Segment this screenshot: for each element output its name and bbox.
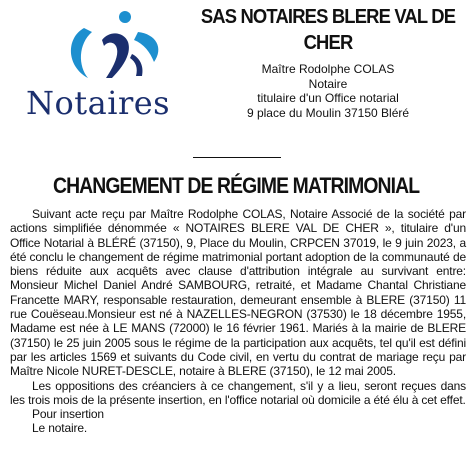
notaires-logo xyxy=(18,8,180,120)
notice-closing-signature: Le notaire. xyxy=(32,421,88,436)
firm-header xyxy=(186,4,470,120)
notice-paragraph-act: Suivant acte reçu par Maître Rodolphe COLAS, Notaire Associé de la société par actions simplifiée dénommée « NOTAIRES BLERE VAL DE CHER », titulaire d'un Office Notarial à BLÉRÉ (37150), 9, Place du Moulin, CRPCEN 37019, le 9 juin 2023, a été conclu le changement de régime matrimonial portant adoption de la communauté de biens réduite aux acquêts avec clause d'attribution intégrale au survivant entre: Monsieur Michel Daniel André SAMBOURG, retraité, et Madame Chantal Christiane Francette MARY, responsable restauration, demeurant ensemble à BLERE (37150) 11 rue Couëseau.Monsieur est né à NAZELLES-NEGRON (37530) le 18 décembre 1955, Madame est née à LE MANS (72000) le 16 février 1961. Mariés à la mairie de BLERE (37150) le 25 juin 2005 sous le régime de la participation aux acquêts, tel qu'il est défini par les articles 1569 et suivants du Code civil, en vertu du contrat de mariage reçu par Maître Nicole NURET-DESCLE, notaire à BLERE (37150), le 12 mai 2005. xyxy=(10,207,466,379)
firm-office-title: titulaire d'un Office notarial xyxy=(257,91,399,105)
notice-body xyxy=(10,207,466,436)
notice-paragraph-oppositions: Les oppositions des créanciers à ce changement, s'il y a lieu, seront reçues dans les trois mois de la présente insertion, en l'office notarial où domicile a été élu à cet effet. xyxy=(10,378,466,407)
firm-notary-name: Maître Rodolphe COLAS xyxy=(261,62,395,76)
firm-details xyxy=(186,62,470,120)
firm-address: 9 place du Moulin 37150 Bléré xyxy=(246,105,410,120)
firm-notary-role: Notaire xyxy=(308,76,348,91)
notaires-emblem-icon xyxy=(58,8,178,86)
notice-closing-insertion: Pour insertion xyxy=(32,407,104,422)
notice-title xyxy=(0,173,473,199)
header-divider xyxy=(193,157,281,158)
notice-title-text: CHANGEMENT DE RÉGIME MATRIMONIAL xyxy=(53,173,420,198)
logo-wordmark: Notaires xyxy=(26,84,171,122)
firm-name: SAS NOTAIRES BLERE VAL DE CHER xyxy=(200,6,456,54)
